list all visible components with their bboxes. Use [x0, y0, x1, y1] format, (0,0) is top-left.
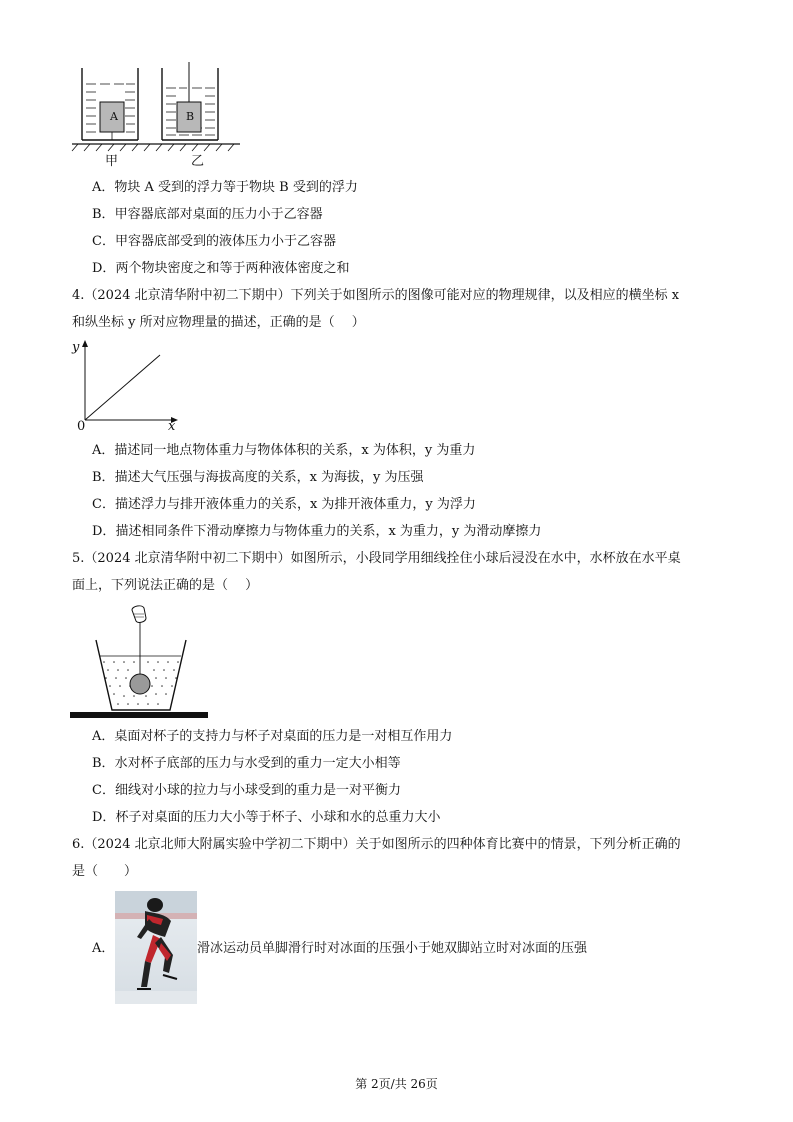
- option-letter: D．: [92, 261, 116, 276]
- option-letter: C．: [92, 497, 115, 512]
- q5-option-d: [92, 810, 440, 826]
- page-number: 第 2页/共 26页: [355, 1077, 438, 1091]
- container-yi: [162, 62, 218, 140]
- option-text: 描述大气压强与海拔高度的关系，x 为海拔，y 为压强: [114, 470, 424, 485]
- option-text: 甲容器底部对桌面的压力小于乙容器: [114, 207, 323, 222]
- q3-option-b: [92, 207, 323, 223]
- q5-option-b: [92, 756, 401, 772]
- q4-option-a: [92, 443, 475, 459]
- cup-ball-figure: [68, 604, 213, 722]
- option-letter: C．: [92, 783, 115, 798]
- q5-stem-line1: 5.（2024 北京清华附中初二下期中）如图所示，小段同学用细线拴住小球后浸没在水中，水杯放在水平桌: [72, 551, 681, 566]
- option-text: 细线对小球的拉力与小球受到的重力是一对平衡力: [114, 783, 401, 798]
- block-a-label: A: [110, 110, 118, 123]
- block-b-label: B: [186, 110, 195, 123]
- speed-skater-photo: [115, 891, 197, 1004]
- label-yi: 乙: [191, 154, 205, 169]
- q3-option-c: [92, 234, 336, 250]
- option-text: 描述同一地点物体重力与物体体积的关系，x 为体积，y 为重力: [114, 443, 476, 458]
- q4-option-c: [92, 497, 476, 513]
- q6-option-a-text: 滑冰运动员单脚滑行时对冰面的压强小于她双脚站立时对冰面的压强: [197, 941, 588, 956]
- option-text: 杯子对桌面的压力大小等于杯子、小球和水的总重力大小: [115, 810, 441, 825]
- option-letter: C．: [92, 234, 115, 249]
- option-text: 描述相同条件下滑动摩擦力与物体重力的关系，x 为重力，y 为滑动摩擦力: [115, 524, 542, 539]
- q3-option-a: [92, 180, 358, 196]
- option-text: 桌面对杯子的支持力与杯子对桌面的压力是一对相互作用力: [114, 729, 453, 744]
- q3-option-d: [92, 261, 349, 277]
- label-jia: 甲: [105, 154, 119, 169]
- graph-y-label: y: [72, 340, 80, 355]
- q6-stem-line1: 6.（2024 北京北师大附属实验中学初二下期中）关于如图所示的四种体育比赛中的情景，下列分析正确的: [72, 837, 681, 852]
- option-text: 物块 A 受到的浮力等于物块 B 受到的浮力: [114, 180, 358, 195]
- q5-option-c: [92, 783, 401, 799]
- option-text: 两个物块密度之和等于两种液体密度之和: [115, 261, 350, 276]
- option-text: 甲容器底部受到的液体压力小于乙容器: [114, 234, 336, 249]
- option-letter: D．: [92, 524, 116, 539]
- option-text: 描述浮力与排开液体重力的关系，x 为排开液体重力，y 为浮力: [114, 497, 476, 512]
- container-jia: [82, 68, 138, 140]
- option-letter: B．: [92, 207, 115, 222]
- option-letter: B．: [92, 756, 115, 771]
- graph-origin-label: 0: [77, 419, 86, 434]
- option-text: 水对杯子底部的压力与水受到的重力一定大小相等: [114, 756, 401, 771]
- q4-option-d: [92, 524, 541, 540]
- q5-option-a: [92, 729, 452, 745]
- q6-option-a-letter: A．: [92, 941, 115, 956]
- q4-option-b: [92, 470, 424, 486]
- graph-x-label: x: [168, 419, 176, 434]
- option-letter: A．: [92, 443, 115, 458]
- option-letter: A．: [92, 180, 115, 195]
- q4-stem-line1: 4.（2024 北京清华附中初二下期中）下列关于如图所示的图像可能对应的物理规律，以及相应的横坐标 x: [72, 288, 680, 303]
- option-letter: D．: [92, 810, 116, 825]
- q6-stem-line2: 是（ ）: [72, 864, 138, 879]
- q5-stem-line2: 面上，下列说法正确的是（ ）: [72, 578, 259, 593]
- containers-figure: [68, 62, 248, 172]
- option-letter: A．: [92, 729, 115, 744]
- q4-stem-line2: 和纵坐标 y 所对应物理量的描述，正确的是（ ）: [72, 315, 365, 330]
- option-letter: B．: [92, 470, 115, 485]
